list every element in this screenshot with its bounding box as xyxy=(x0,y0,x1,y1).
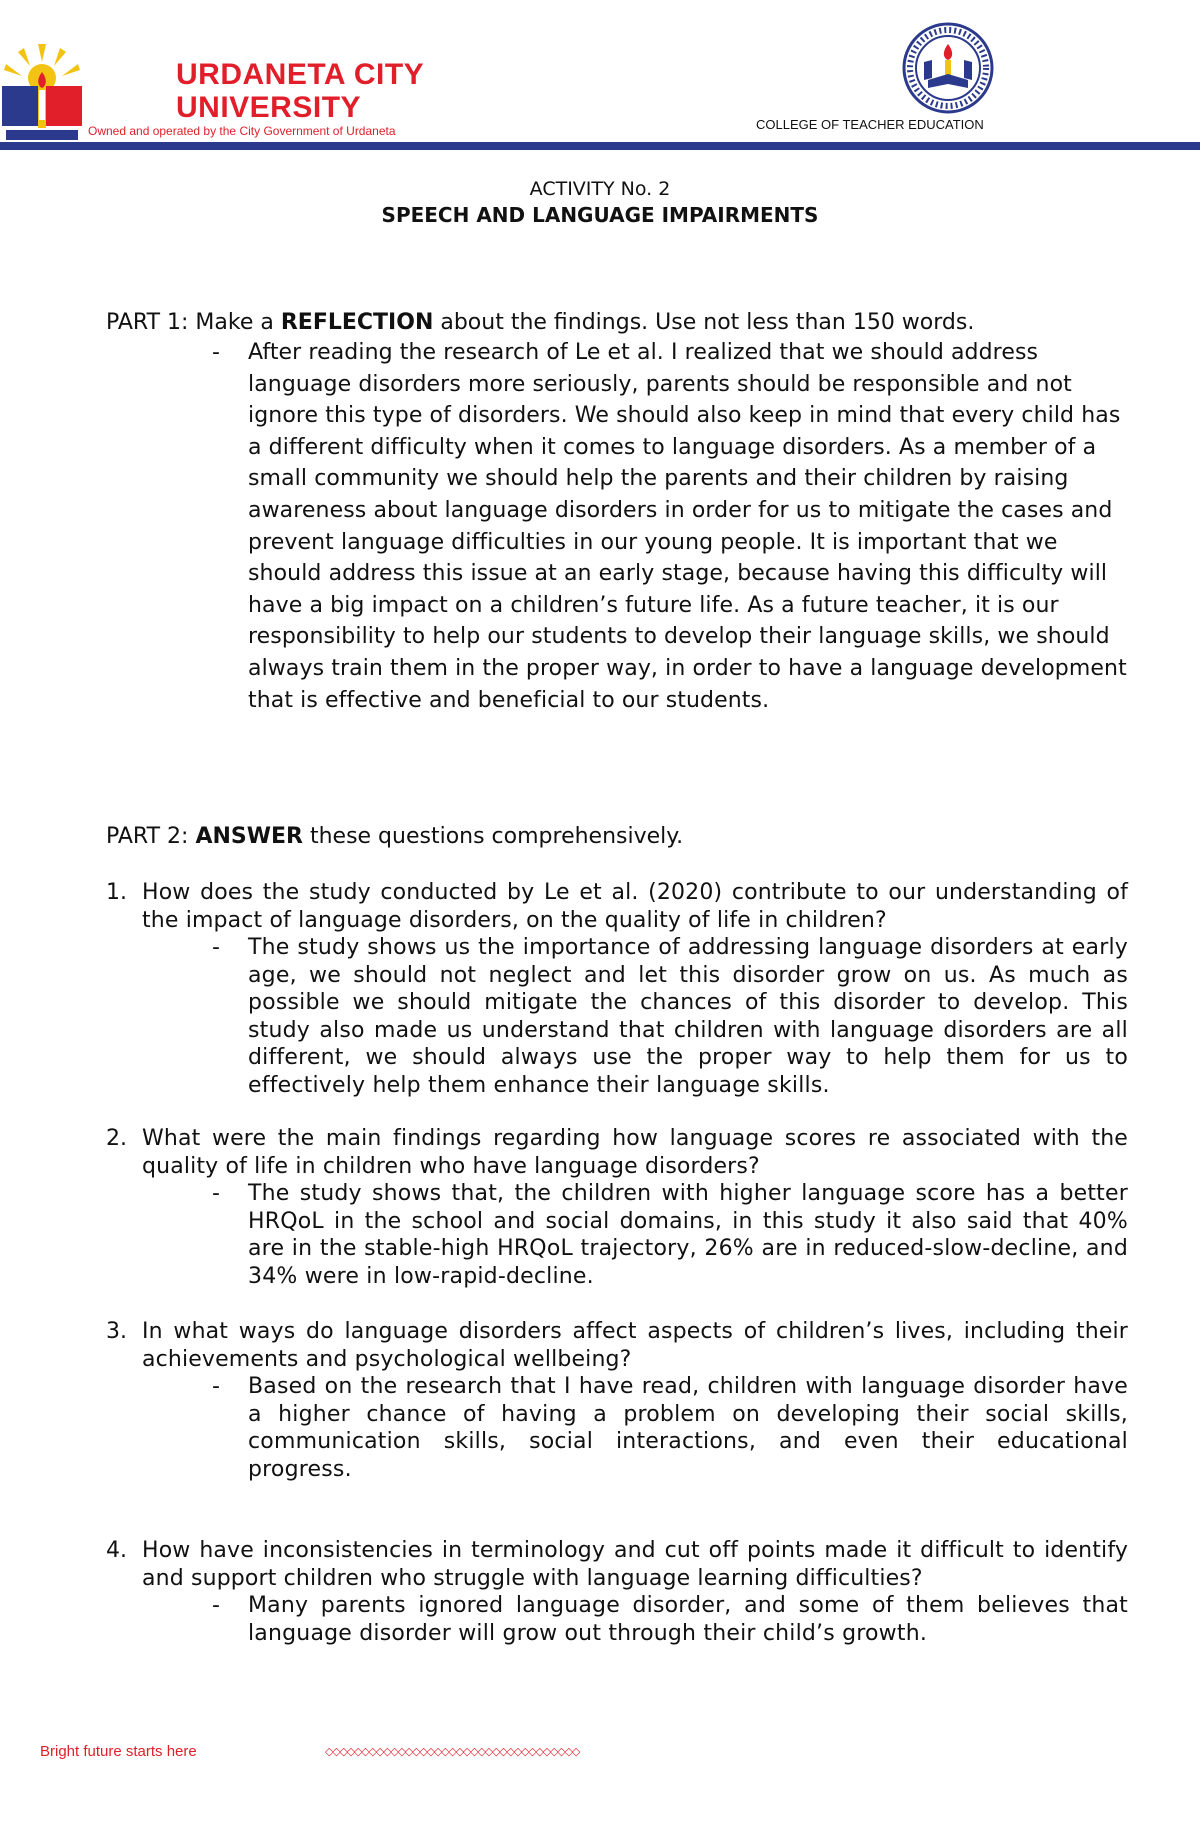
university-name xyxy=(176,58,424,124)
part1-bullet: - xyxy=(212,340,220,365)
answer-bullet: - xyxy=(212,1374,220,1399)
part2-prefix: PART 2: xyxy=(106,824,196,849)
question-number: 4. xyxy=(106,1538,127,1563)
answer-text: Based on the research that I have read, children with language disorder have a higher chance of having a problem on developing their social skills, communication skills, social interactions, and even their educational progress. xyxy=(248,1374,1128,1482)
answer-text: The study shows us the importance of addressing language disorders at early age, we should not neglect and let this disorder grow on us. As much as possible we should mitigate the chances of this disorder to develop. This study also made us understand that children with language disorders are all different, we should always use the proper way to help them for us to effectively help them enhance their language skills. xyxy=(248,935,1128,1098)
answer-bullet: - xyxy=(212,1593,220,1618)
college-name: COLLEGE OF TEACHER EDUCATION xyxy=(756,117,984,132)
part1-suffix: about the findings. Use not less than 150 words. xyxy=(433,310,975,335)
part2-suffix: these questions comprehensively. xyxy=(302,824,684,849)
question-text: How does the study conducted by Le et al. (2020) contribute to our understanding of the impact of language disorders, on the quality of life in children? xyxy=(142,880,1128,933)
part2-keyword: ANSWER xyxy=(195,824,303,849)
question-number: 3. xyxy=(106,1319,127,1344)
footer-ornament: ◇◇◇◇◇◇◇◇◇◇◇◇◇◇◇◇◇◇◇◇◇◇◇◇◇◇◇◇◇◇◇◇◇◇◇ xyxy=(325,1745,580,1758)
answer-text: The study shows that, the children with higher language score has a better HRQoL in the school and social domains, in this study it also said that 40% are in the stable-high HRQoL trajectory, 26% are in reduced-slow-decline, and 34% were in low-rapid-decline. xyxy=(248,1181,1128,1289)
answer-bullet: - xyxy=(212,935,220,960)
question-text: In what ways do language disorders affect aspects of children’s lives, including their achievements and psychological wellbeing? xyxy=(142,1319,1128,1372)
university-logo-icon xyxy=(0,42,85,142)
part2-heading xyxy=(106,823,1136,851)
university-name-line2: UNIVERSITY xyxy=(176,91,362,124)
question-text: How have inconsistencies in terminology and cut off points made it difficult to identify and support children who struggle with language learning difficulties? xyxy=(142,1538,1128,1591)
part1-reflection: After reading the research of Le et al. I realized that we should address language disorders more seriously, parents should be responsible and not ignore this type of disorders. We should also keep in mind that every child has a different difficulty when it comes to language disorders. As a member of a small community we should help the parents and their children by raising awareness about language disorders in order for us to mitigate the cases and prevent language difficulties in our young people. It is important that we should address this issue at an early stage, because having this difficulty will have a big impact on a children’s future life. As a future teacher, it is our responsibility to help our students to develop their language skills, we should always train them in the proper way, in order to have a language development that is effective and beneficial to our students. xyxy=(248,340,1127,713)
question-text: What were the main findings regarding how language scores re associated with the quality of life in children who have language disorders? xyxy=(142,1126,1128,1179)
part1-prefix: PART 1: Make a xyxy=(106,310,281,335)
answer-bullet: - xyxy=(212,1181,220,1206)
activity-number: ACTIVITY No. 2 xyxy=(529,178,671,200)
answer-text: Many parents ignored language disorder, and some of them believes that language disorder will grow out through their child’s growth. xyxy=(248,1593,1128,1646)
question-number: 1. xyxy=(106,880,127,905)
logo-year: 1966 xyxy=(26,129,44,138)
university-name-line1: URDANETA CITY xyxy=(176,58,425,91)
question-number: 2. xyxy=(106,1126,127,1151)
header-divider xyxy=(0,142,1200,150)
activity-title: SPEECH AND LANGUAGE IMPAIRMENTS xyxy=(381,203,819,227)
part1-keyword: REFLECTION xyxy=(280,310,434,335)
footer-slogan: Bright future starts here xyxy=(40,1743,197,1760)
part1-heading xyxy=(106,309,1136,337)
college-seal-icon xyxy=(902,22,994,114)
owned-by-text: Owned and operated by the City Government of Urdaneta xyxy=(88,124,396,138)
